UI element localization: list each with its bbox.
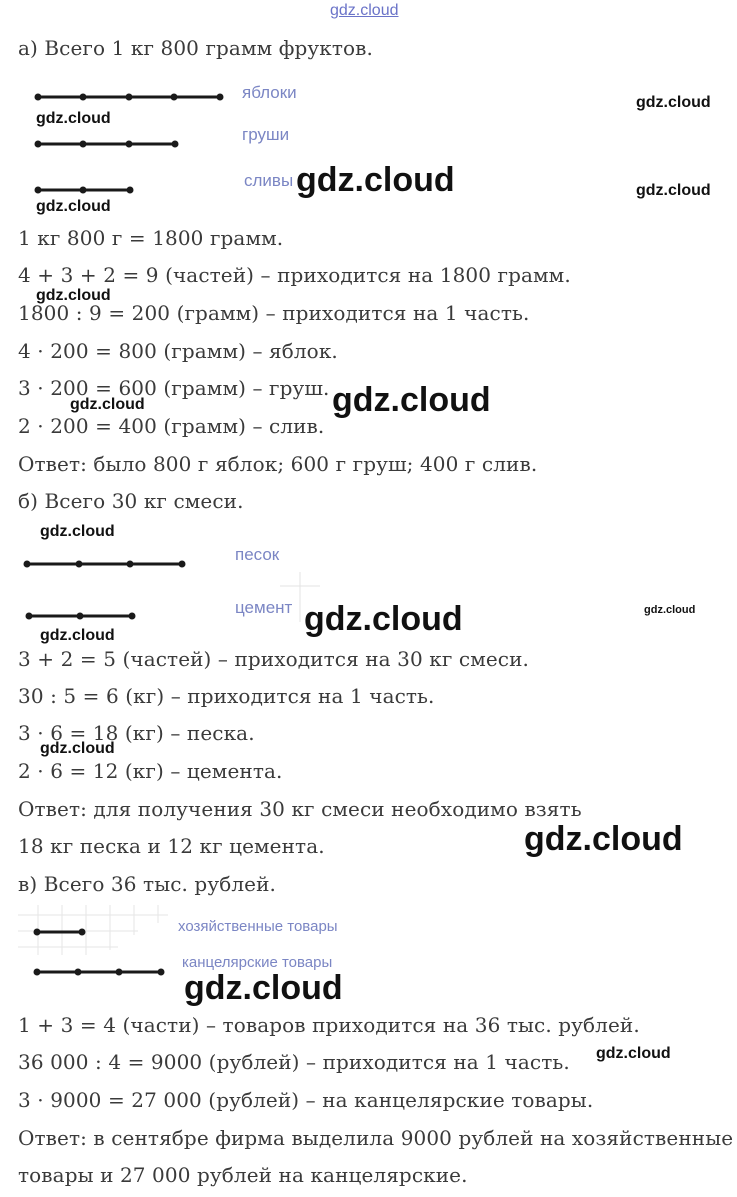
part-a-line-2: 4 + 3 + 2 = 9 (частей) – приходится на 1800 грамм. (18, 263, 571, 287)
watermark: gdz.cloud (524, 820, 683, 858)
segment-stationery (30, 965, 170, 979)
part-b-answer-2: 18 кг песка и 12 кг цемента. (18, 834, 325, 858)
watermark: gdz.cloud (644, 604, 696, 616)
segment-label-plums: сливы (244, 171, 294, 190)
watermark: gdz.cloud (332, 381, 491, 419)
watermark: gdz.cloud (36, 110, 111, 127)
segment-label-sand: песок (235, 545, 280, 564)
part-b-line-2: 30 : 5 = 6 (кг) – приходится на 1 часть. (18, 684, 435, 708)
watermark: gdz.cloud (40, 627, 115, 644)
part-a-line-3: 1800 : 9 = 200 (грамм) – приходится на 1 часть. (18, 301, 530, 325)
part-c-line-2: 36 000 : 4 = 9000 (рублей) – приходится на 1 часть. (18, 1050, 570, 1074)
watermark: gdz.cloud (40, 523, 115, 540)
part-b-line-4: 2 · 6 = 12 (кг) – цемента. (18, 759, 283, 783)
watermark: gdz.cloud (70, 396, 145, 413)
segment-label-pears: груши (242, 125, 290, 144)
watermark-top: gdz.cloud (330, 2, 399, 19)
segment-pears (30, 137, 190, 151)
watermark: gdz.cloud (636, 94, 711, 111)
watermark: gdz.cloud (36, 287, 111, 304)
watermark: gdz.cloud (40, 740, 115, 757)
part-c-answer-1: Ответ: в сентябре фирма выделила 9000 рублей на хозяйственные (18, 1126, 734, 1150)
part-b-answer-1: Ответ: для получения 30 кг смеси необходимо взять (18, 797, 582, 821)
segment-label-household: хозяйственные товары (178, 918, 338, 935)
part-a-line-6: 2 · 200 = 400 (грамм) – слив. (18, 414, 325, 438)
watermark: gdz.cloud (184, 969, 343, 1007)
segment-cement (22, 609, 142, 623)
part-a-line-5: 3 · 200 = 600 (грамм) – груш. (18, 376, 330, 400)
part-b-line-3: 3 · 6 = 18 (кг) – песка. (18, 721, 255, 745)
part-a-answer: Ответ: было 800 г яблок; 600 г груш; 400 г слив. (18, 452, 538, 476)
watermark: gdz.cloud (596, 1045, 671, 1062)
watermark: gdz.cloud (636, 182, 711, 199)
segment-label-stationery: канцелярские товары (182, 954, 333, 971)
segment-sand (20, 557, 195, 571)
watermark: gdz.cloud (304, 600, 463, 638)
part-a-header: а) Всего 1 кг 800 грамм фруктов. (18, 36, 373, 60)
part-c-answer-2: товары и 27 000 рублей на канцелярские. (18, 1163, 468, 1187)
part-c-line-3: 3 · 9000 = 27 000 (рублей) – на канцелярские товары. (18, 1088, 594, 1112)
segment-plums (30, 183, 140, 197)
part-a-line-1: 1 кг 800 г = 1800 грамм. (18, 226, 284, 250)
segment-label-cement: цемент (235, 598, 293, 617)
part-a-line-4: 4 · 200 = 800 (грамм) – яблок. (18, 339, 338, 363)
watermark: gdz.cloud (36, 198, 111, 215)
part-c-header: в) Всего 36 тыс. рублей. (18, 872, 276, 896)
watermark: gdz.cloud (296, 161, 455, 199)
segment-apples (30, 90, 230, 104)
part-b-line-1: 3 + 2 = 5 (частей) – приходится на 30 кг смеси. (18, 647, 529, 671)
segment-household (30, 925, 90, 939)
segment-label-apples: яблоки (242, 83, 297, 102)
part-c-line-1: 1 + 3 = 4 (части) – товаров приходится на 36 тыс. рублей. (18, 1013, 640, 1037)
part-b-header: б) Всего 30 кг смеси. (18, 489, 244, 513)
